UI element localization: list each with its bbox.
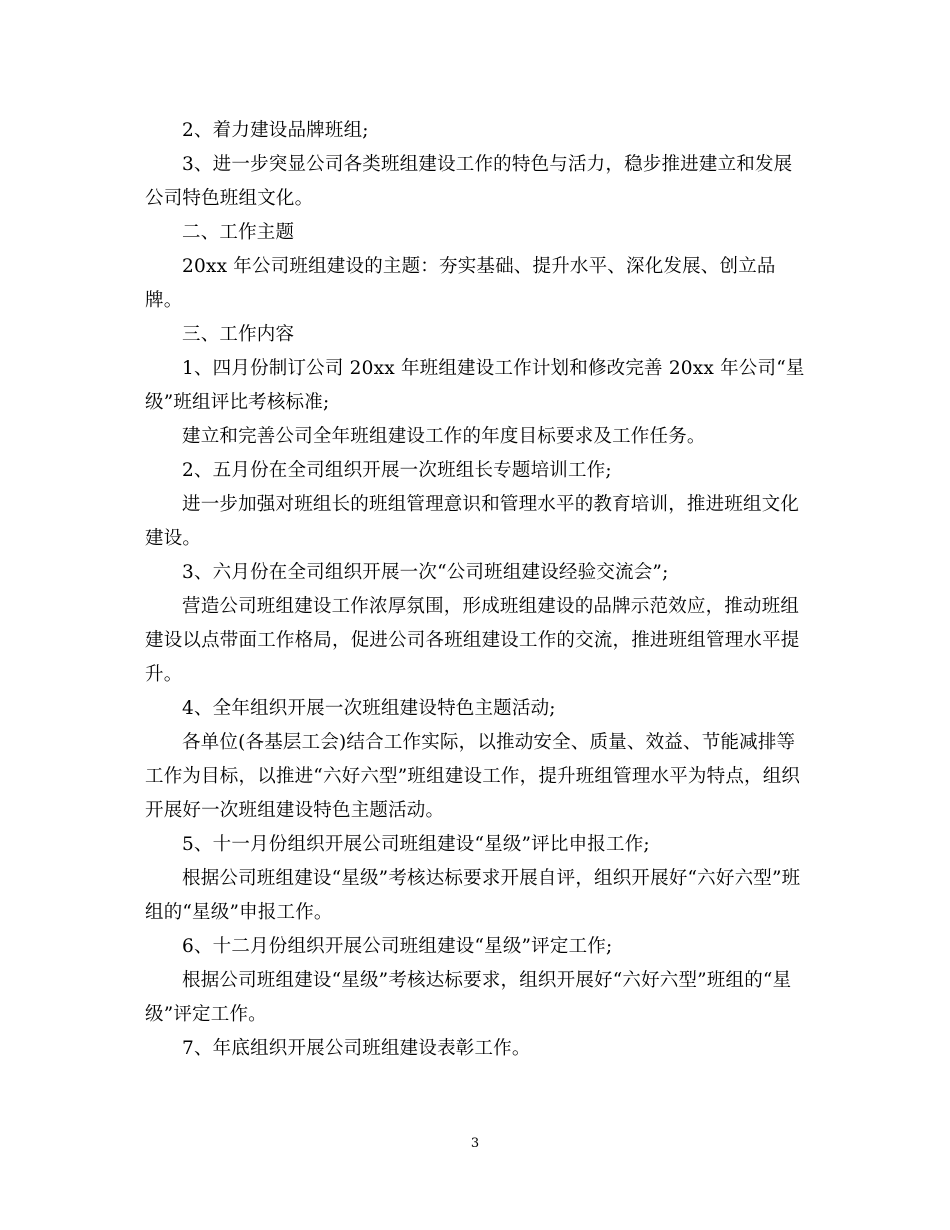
paragraph: 1、四月份制订公司 20xx 年班组建设工作计划和修改完善 20xx 年公司“星级”班组评比考核标准; — [145, 358, 805, 413]
paragraph: 7、年底组织开展公司班组建设表彰工作。 — [182, 1038, 531, 1059]
paragraph: 4、全年组织开展一次班组建设特色主题活动; — [182, 698, 556, 719]
paragraph: 2、五月份在全司组织开展一次班组长专题培训工作; — [182, 460, 612, 481]
section-heading: 二、工作主题 — [182, 222, 295, 243]
paragraph: 进一步加强对班组长的班组管理意识和管理水平的教育培训，推进班组文化建设。 — [145, 494, 800, 549]
paragraph: 6、十二月份组织开展公司班组建设“星级”评定工作; — [182, 936, 613, 957]
paragraph: 5、十一月份组织开展公司班组建设“星级”评比申报工作; — [182, 834, 650, 855]
paragraph: 根据公司班组建设“星级”考核达标要求，组织开展好“六好六型”班组的“星级”评定工作。 — [145, 970, 792, 1025]
section-heading: 三、工作内容 — [182, 324, 295, 345]
page-number: 3 — [470, 1136, 480, 1151]
paragraph: 20xx 年公司班组建设的主题：夯实基础、提升水平、深化发展、创立品牌。 — [145, 256, 776, 311]
paragraph: 3、进一步突显公司各类班组建设工作的特色与活力，稳步推进建立和发展公司特色班组文化。 — [145, 154, 793, 209]
paragraph: 建立和完善公司全年班组建设工作的年度目标要求及工作任务。 — [182, 426, 706, 447]
paragraph: 3、六月份在全司组织开展一次“公司班组建设经验交流会”; — [182, 562, 669, 583]
paragraph: 2、着力建设品牌班组; — [182, 120, 369, 141]
paragraph: 各单位(各基层工会)结合工作实际，以推动安全、质量、效益、节能减排等工作为目标，以推进“六好六型”班组建设工作，提升班组管理水平为特点，组织开展好一次班组建设特色主题活动。 — [145, 732, 801, 821]
paragraph: 根据公司班组建设“星级”考核达标要求开展自评，组织开展好“六好六型”班组的“星级”申报工作。 — [145, 868, 801, 923]
paragraph: 营造公司班组建设工作浓厚氛围，形成班组建设的品牌示范效应，推动班组建设以点带面工作格局，促进公司各班组建设工作的交流，推进班组管理水平提升。 — [145, 596, 800, 685]
document-body — [145, 114, 805, 1066]
